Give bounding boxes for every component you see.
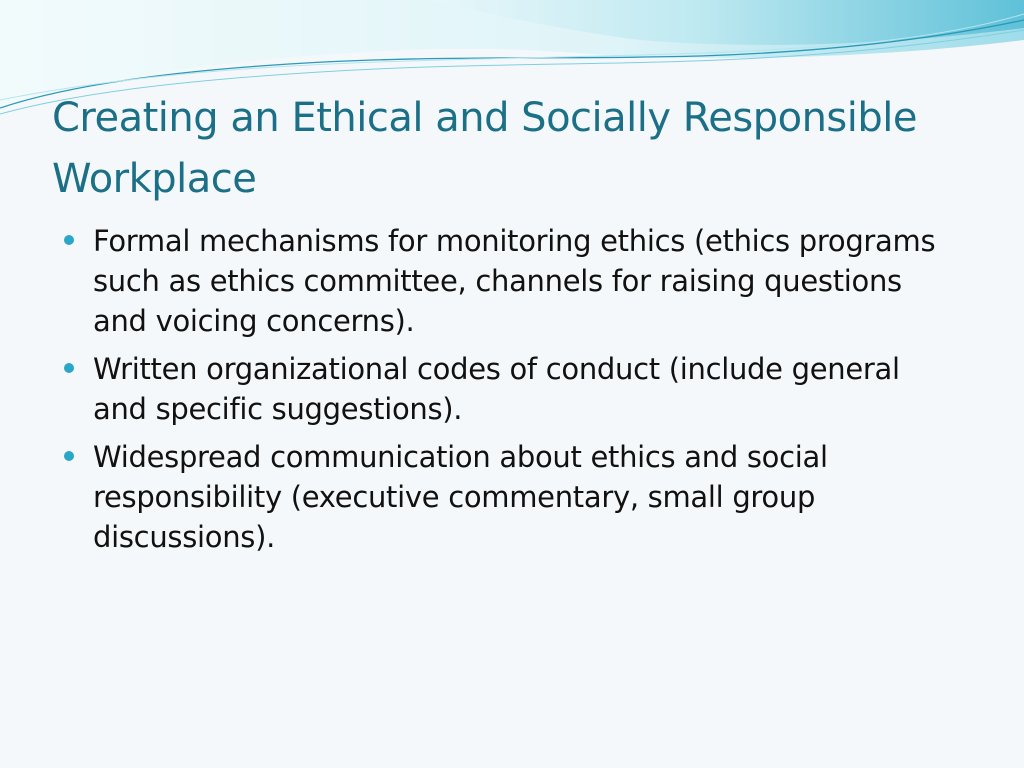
round-bullet-icon xyxy=(64,451,74,461)
slide-title: Creating an Ethical and Socially Responsible Workplace xyxy=(52,95,917,202)
bullet-text: Formal mechanisms for monitoring ethics (ethics programs such as ethics committee, channels for raising questions and voicing concerns). xyxy=(93,224,936,338)
bullet-text: Written organizational codes of conduct (include general and specific suggestions). xyxy=(93,352,900,426)
round-bullet-icon xyxy=(64,235,74,245)
list-item xyxy=(64,437,944,557)
list-item xyxy=(64,221,944,341)
list-item xyxy=(64,349,944,429)
round-bullet-icon xyxy=(64,363,74,373)
bullet-list xyxy=(64,221,944,565)
bullet-text: Widespread communication about ethics and social responsibility (executive commentary, small group discussions). xyxy=(93,440,828,554)
